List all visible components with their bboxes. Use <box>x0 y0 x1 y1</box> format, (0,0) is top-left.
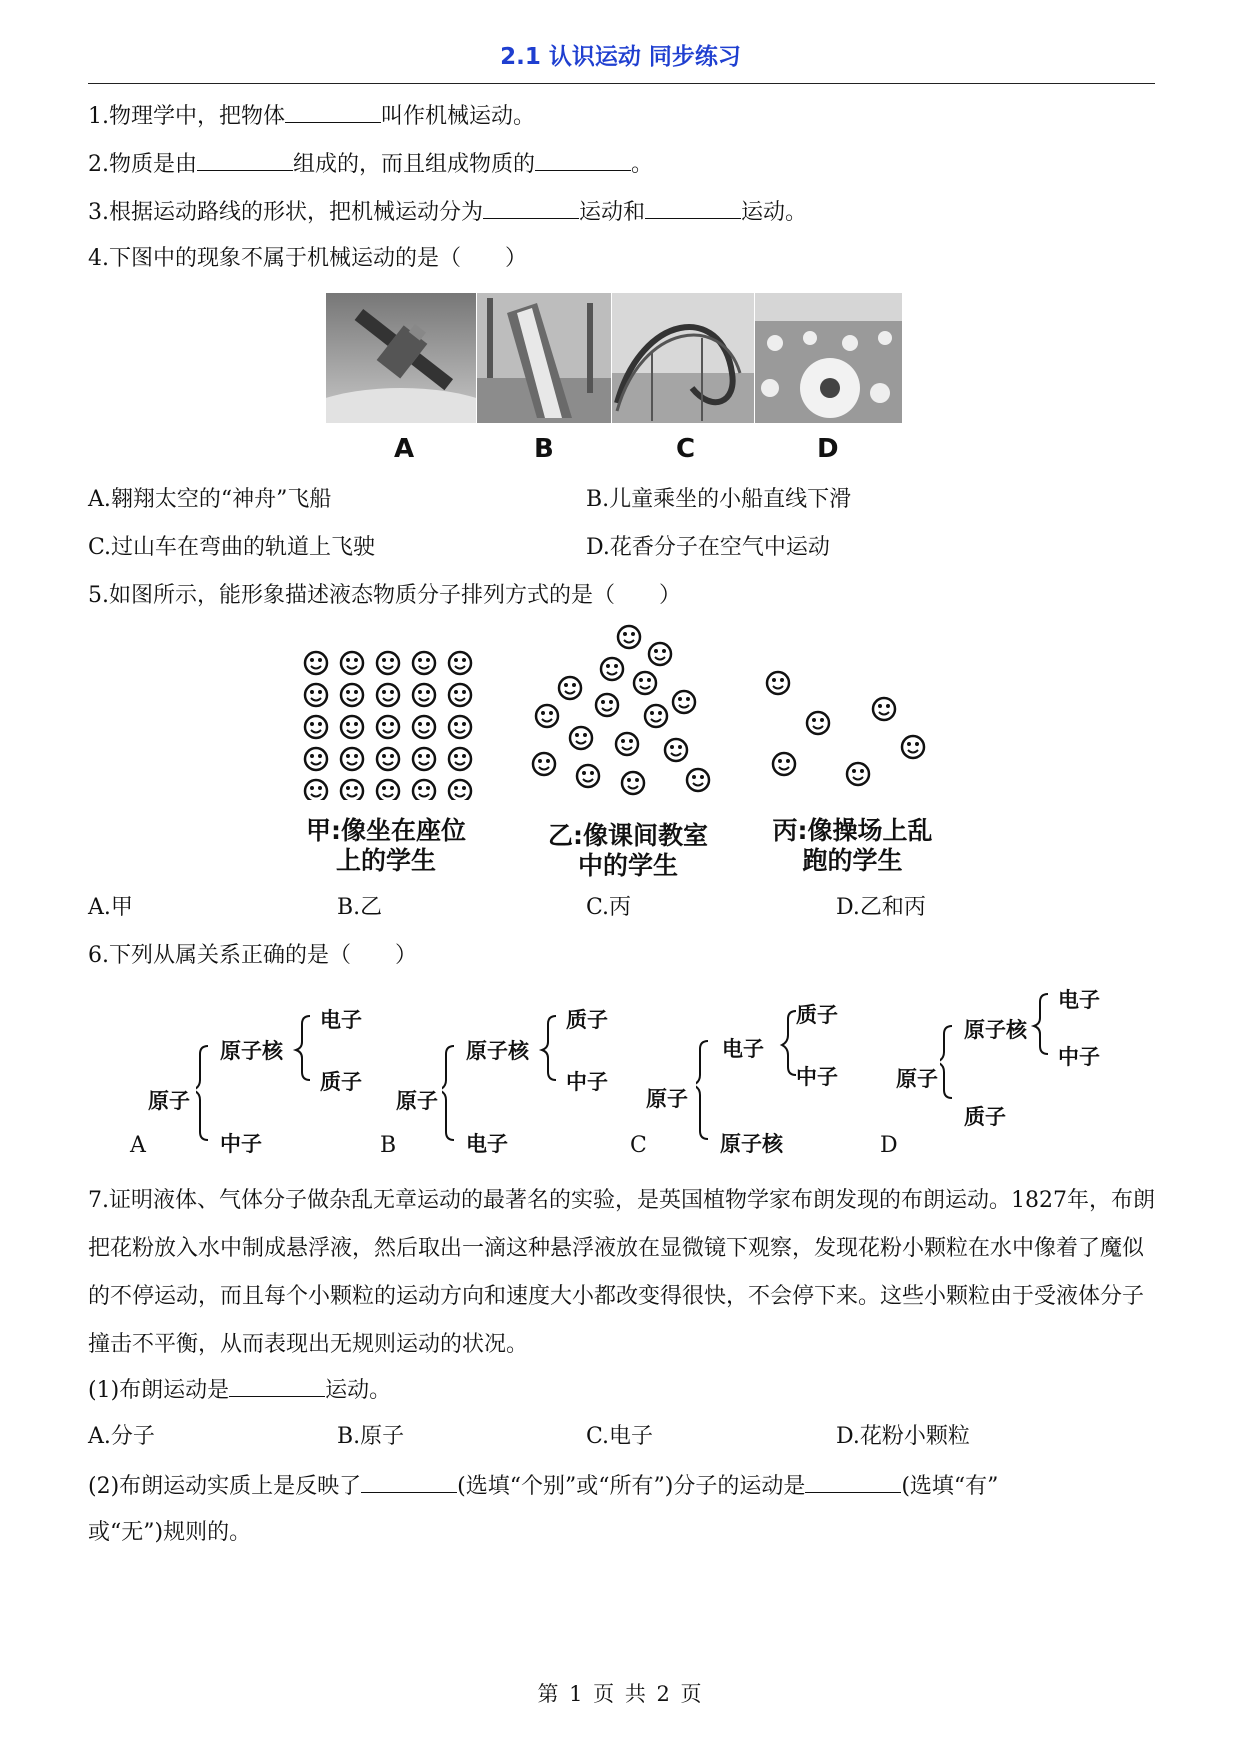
q4-option-a[interactable]: A.翱翔太空的“神舟”飞船 <box>88 487 332 512</box>
q7-sub2-text-c: (选填“有” <box>901 1474 999 1499</box>
diagram-c-upper2: 中子 <box>796 1065 838 1089</box>
q7-sub1 <box>88 1374 391 1406</box>
q7-sub2-text-b: (选填“个别”或“所有”)分子的运动是 <box>457 1474 806 1499</box>
q7-sub2-text-a: (2)布朗运动实质上是反映了 <box>88 1474 362 1499</box>
caption-bing-line1: 丙:像操场上乱 <box>772 816 933 845</box>
q7-sub2-cont: 或“无”)规则的。 <box>88 1520 252 1545</box>
solid-molecule <box>341 652 363 674</box>
diagram-c-braces <box>696 1005 806 1150</box>
solid-molecule <box>341 716 363 738</box>
solid-molecule <box>341 684 363 706</box>
solid-molecule <box>377 748 399 770</box>
solid-molecule <box>377 780 399 800</box>
q4-option-b[interactable]: B.儿童乘坐的小船直线下滑 <box>586 487 852 512</box>
solid-molecule <box>449 684 471 706</box>
solid-molecule <box>341 780 363 800</box>
photo-label-b: B <box>534 434 554 464</box>
diagram-d-root: 原子 <box>896 1067 938 1091</box>
q3-text-c: 运动。 <box>741 200 808 225</box>
diagram-a-lower: 中子 <box>220 1132 262 1156</box>
diagram-a-upper2: 质子 <box>320 1070 362 1094</box>
solid-molecule <box>449 748 471 770</box>
diagram-a-upper1: 电子 <box>320 1008 362 1032</box>
q7-sub2 <box>88 1470 998 1502</box>
q2-blank-1[interactable] <box>197 148 293 171</box>
solid-molecule <box>377 716 399 738</box>
diagram-a-root: 原子 <box>148 1089 190 1113</box>
solid-molecule <box>305 748 327 770</box>
question-6-stem: 6.下列从属关系正确的是（ ） <box>88 943 417 968</box>
title-divider <box>88 83 1155 84</box>
q5-option-a[interactable]: A.甲 <box>88 895 133 920</box>
question-7-paragraph: 7.证明液体、气体分子做杂乱无章运动的最著名的实验，是英国植物学家布朗发现的布朗运动。1827年，布朗把花粉放入水中制成悬浮液，然后取出一滴这种悬浮液放在显微镜下观察，发现花粉小颗粒在水中像着了魔似的不停运动，而且每个小颗粒的运动方向和速度大小都改变得很快，不会停下来。这些小颗粒由于受液体分子撞击不平衡，从而表现出无规则运动的状况。 <box>88 1188 1155 1357</box>
solid-molecule <box>413 716 435 738</box>
solid-molecule <box>341 748 363 770</box>
question-2 <box>88 148 653 180</box>
q4-option-c[interactable]: C.过山车在弯曲的轨道上飞驶 <box>88 535 376 560</box>
diagram-b-braces <box>442 1010 572 1150</box>
solid-molecule <box>413 684 435 706</box>
diagram-a-braces <box>196 1010 326 1150</box>
diagram-c-lower: 原子核 <box>720 1132 783 1156</box>
caption-bing <box>760 816 945 876</box>
solid-molecule <box>449 716 471 738</box>
q5-option-b[interactable]: B.乙 <box>337 895 383 920</box>
caption-jia-line1: 甲:像坐在座位 <box>306 816 466 845</box>
q2-text-a: 2.物质是由 <box>88 152 197 177</box>
q7-option-b[interactable]: B.原子 <box>337 1424 405 1449</box>
q4-option-d[interactable]: D.花香分子在空气中运动 <box>586 535 830 560</box>
diagram-b-letter: B <box>380 1133 397 1158</box>
q3-text-a: 3.根据运动路线的形状，把机械运动分为 <box>88 200 483 225</box>
diagram-c-mid: 电子 <box>722 1037 764 1061</box>
caption-jia-line2: 上的学生 <box>335 846 436 875</box>
caption-bing-line2: 跑的学生 <box>802 846 903 875</box>
photo-d-flowers <box>755 293 902 423</box>
q2-text-b: 组成的，而且组成物质的 <box>293 152 536 177</box>
q7-sub2-blank-1[interactable] <box>361 1470 457 1493</box>
page-title: 2.1 认识运动 同步练习 <box>500 44 741 70</box>
diagram-d-braces <box>940 990 1070 1120</box>
diagram-b-root: 原子 <box>396 1089 438 1113</box>
page-footer: 第 1 页 共 2 页 <box>537 1682 704 1706</box>
q1-blank[interactable] <box>285 100 381 123</box>
diagram-d-upper1: 电子 <box>1058 988 1100 1012</box>
gas-molecules <box>767 672 924 785</box>
diagram-a-letter: A <box>130 1133 146 1158</box>
diagram-b-upper1: 质子 <box>566 1008 608 1032</box>
diagram-b-lower: 电子 <box>466 1132 508 1156</box>
solid-molecule <box>305 780 327 800</box>
q7-sub1-pre: (1)布朗运动是 <box>88 1378 230 1403</box>
solid-molecule <box>305 716 327 738</box>
question-3 <box>88 196 807 228</box>
q5-option-c[interactable]: C.丙 <box>586 895 632 920</box>
q2-blank-2[interactable] <box>535 148 631 171</box>
photo-label-a: A <box>394 434 415 464</box>
solid-molecule <box>305 684 327 706</box>
q7-sub1-blank[interactable] <box>229 1374 325 1397</box>
diagram-c-upper1: 质子 <box>796 1003 838 1027</box>
diagram-d-mid: 原子核 <box>964 1018 1027 1042</box>
photo-label-d: D <box>817 434 839 464</box>
solid-molecules <box>305 652 471 800</box>
diagram-c-letter: C <box>630 1133 647 1158</box>
question-5-stem: 5.如图所示，能形象描述液态物质分子排列方式的是（ ） <box>88 583 681 608</box>
solid-molecule <box>305 652 327 674</box>
caption-yi-line2: 中的学生 <box>577 851 678 880</box>
diagram-b-mid: 原子核 <box>466 1039 529 1063</box>
solid-molecule <box>449 780 471 800</box>
photo-a-spacecraft <box>326 293 476 423</box>
q7-option-d[interactable]: D.花粉小颗粒 <box>836 1424 970 1449</box>
solid-molecule <box>413 748 435 770</box>
molecule-diagram <box>290 620 950 800</box>
q1-text-pre: 1.物理学中，把物体 <box>88 104 285 129</box>
q5-option-d[interactable]: D.乙和丙 <box>836 895 926 920</box>
diagram-d-lower: 质子 <box>964 1105 1006 1129</box>
photo-c-roller-coaster <box>612 293 754 423</box>
solid-molecule <box>377 684 399 706</box>
q2-text-c: 。 <box>631 152 654 177</box>
solid-molecule <box>413 780 435 800</box>
diagram-b-upper2: 中子 <box>566 1070 608 1094</box>
q7-option-a[interactable]: A.分子 <box>88 1424 155 1449</box>
caption-yi <box>533 821 723 881</box>
solid-molecule <box>413 652 435 674</box>
diagram-d-letter: D <box>880 1133 898 1158</box>
diagram-a-mid: 原子核 <box>220 1039 283 1063</box>
photo-b-water-slide <box>477 293 611 423</box>
solid-molecule <box>377 652 399 674</box>
q7-sub1-post: 运动。 <box>325 1378 392 1403</box>
caption-jia <box>296 816 476 876</box>
caption-yi-line1: 乙:像课间教室 <box>548 821 708 850</box>
question-1 <box>88 100 535 132</box>
solid-molecule <box>449 652 471 674</box>
q3-blank-1[interactable] <box>483 196 579 219</box>
q3-blank-2[interactable] <box>645 196 741 219</box>
q3-text-b: 运动和 <box>579 200 646 225</box>
liquid-molecules <box>533 626 709 794</box>
diagram-d-upper2: 中子 <box>1058 1045 1100 1069</box>
diagram-c-root: 原子 <box>646 1087 688 1111</box>
q1-text-post: 叫作机械运动。 <box>381 104 536 129</box>
q7-option-c[interactable]: C.电子 <box>586 1424 654 1449</box>
photo-label-c: C <box>676 434 696 464</box>
q7-sub2-blank-2[interactable] <box>805 1470 901 1493</box>
question-4-stem: 4.下图中的现象不属于机械运动的是（ ） <box>88 246 527 271</box>
